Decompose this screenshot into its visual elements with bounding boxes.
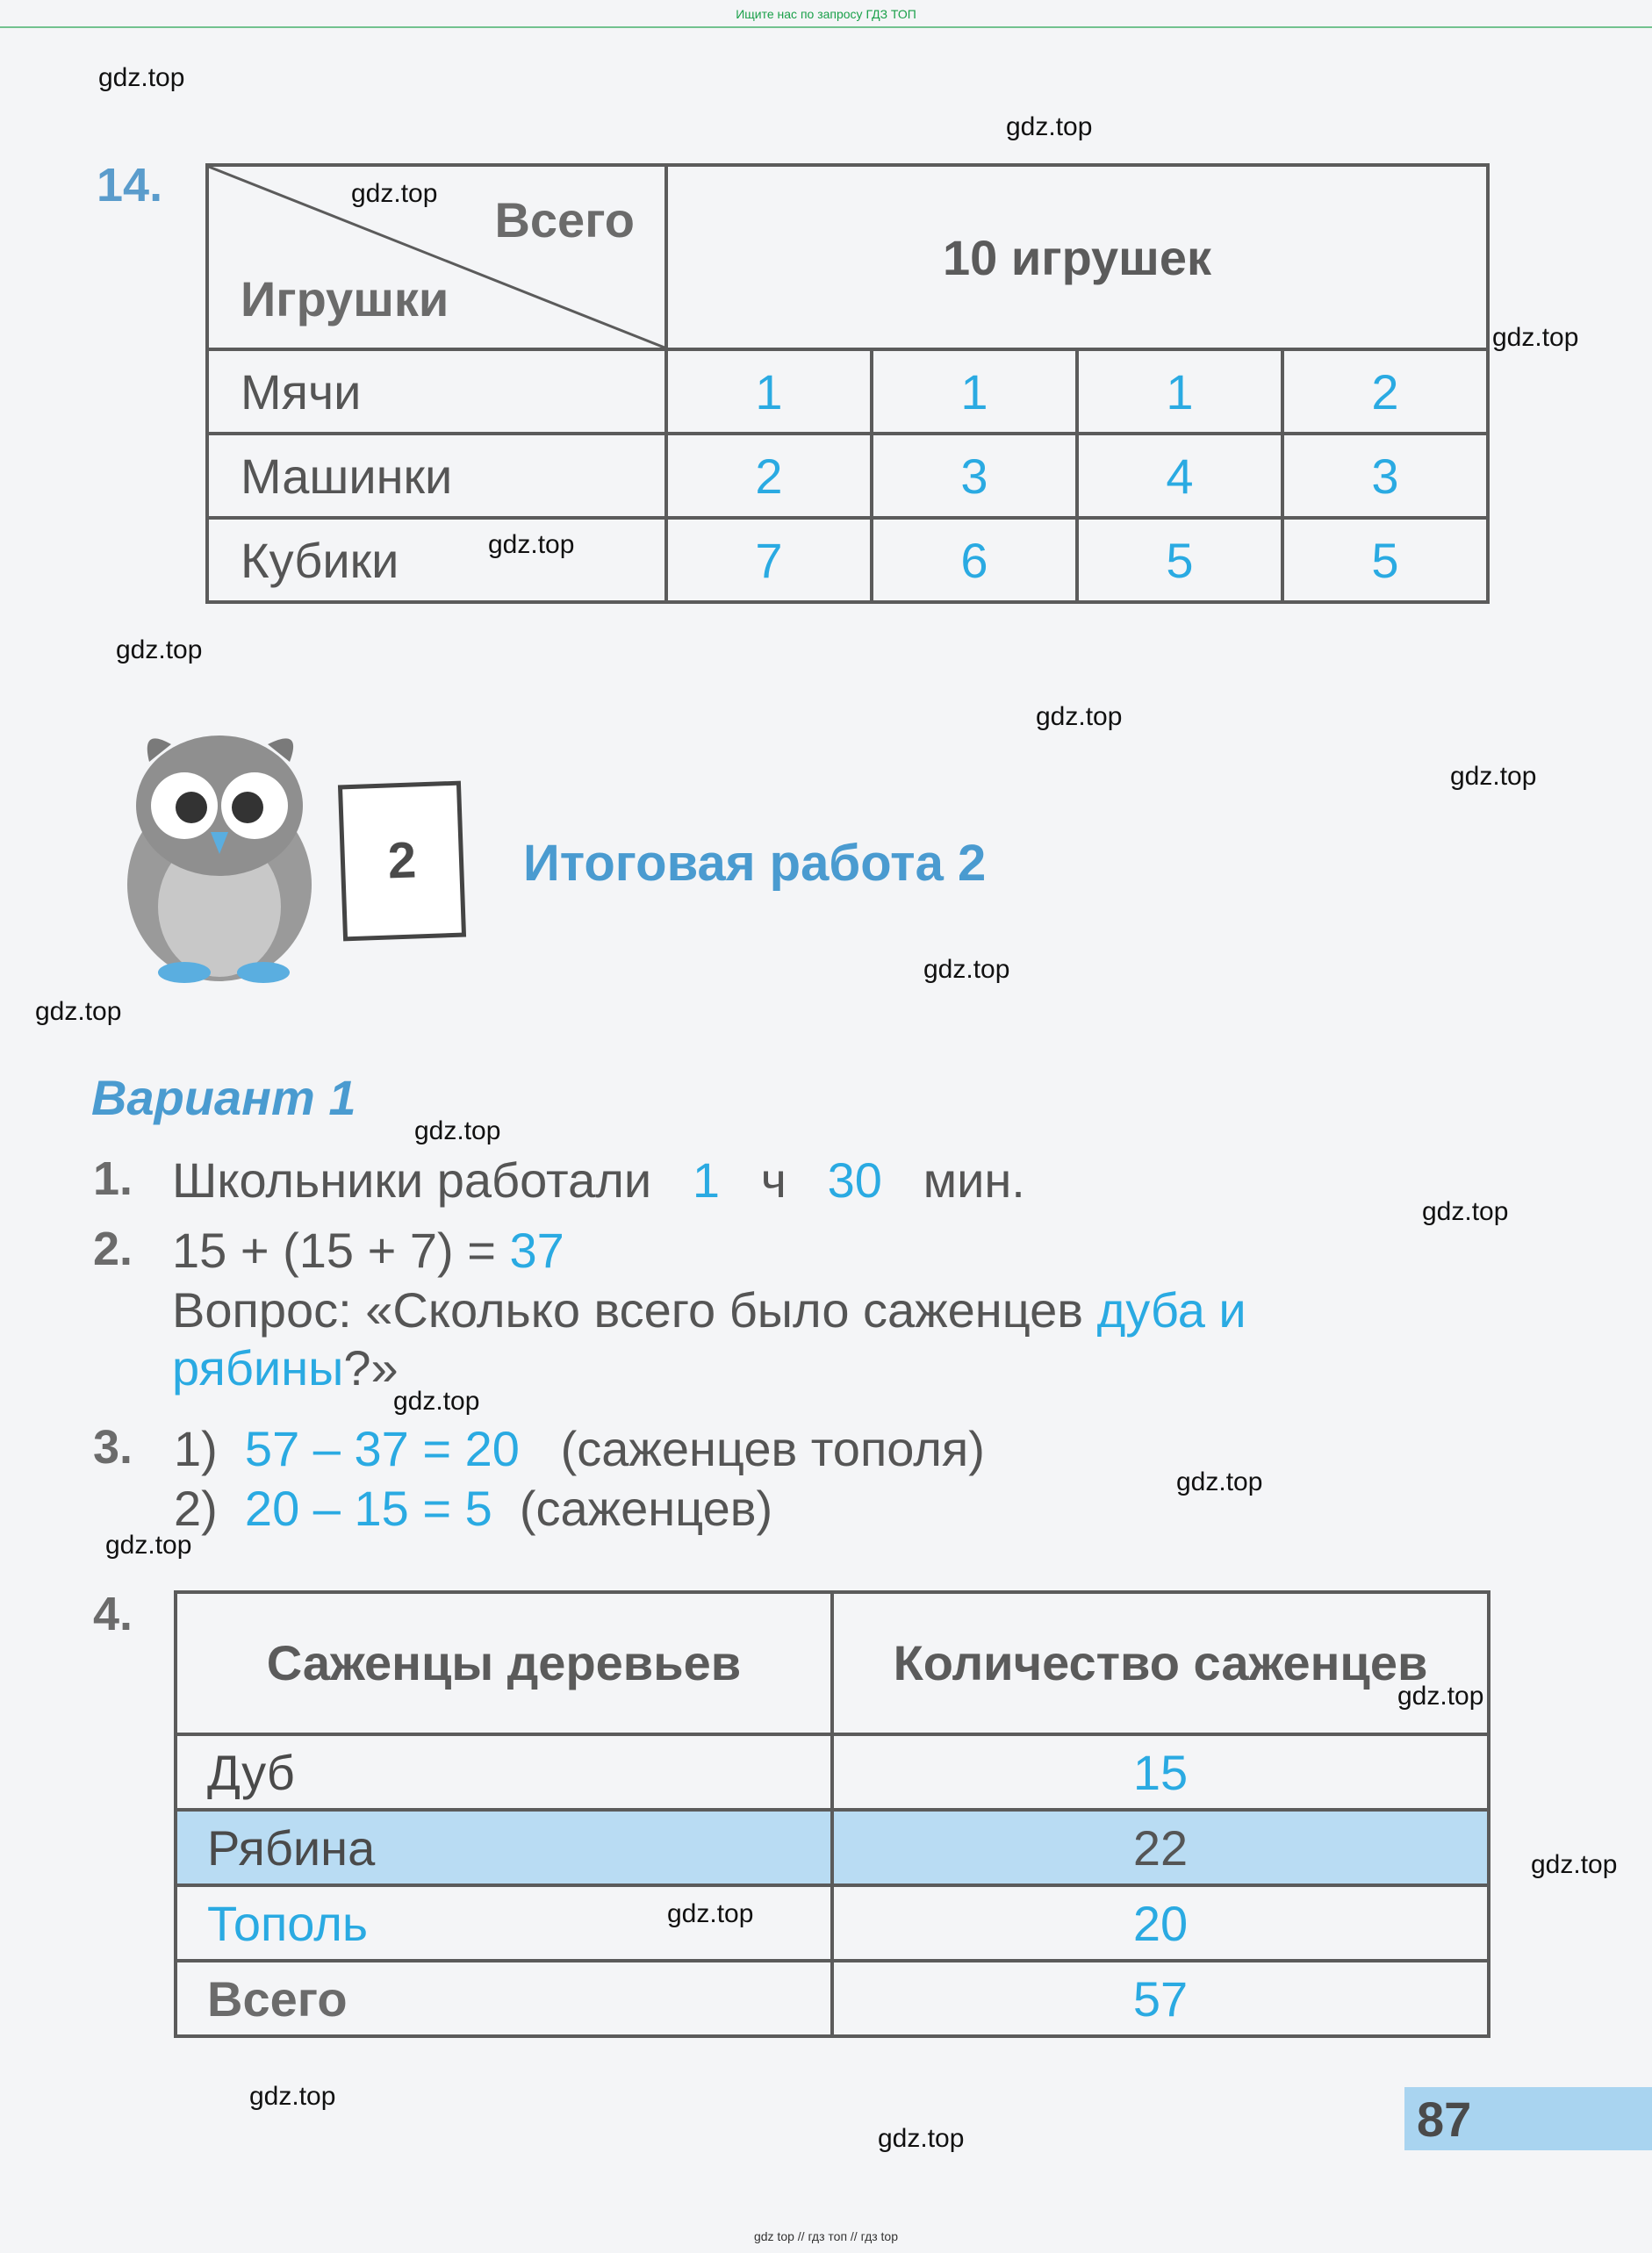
task-3-step2-index: 2) [174, 1481, 218, 1536]
work-badge: 2 [338, 781, 466, 942]
task-1-answer [172, 1152, 1025, 1209]
watermark: gdz.top [35, 997, 122, 1026]
task-3-step2-expr: 20 – 15 = 5 [244, 1481, 492, 1536]
watermark: gdz.top [923, 955, 1010, 984]
watermark: gdz.top [351, 179, 438, 208]
task-1-number: 1. [93, 1152, 133, 1205]
header-total-label: Всего [494, 192, 635, 248]
tree-name: Дуб [176, 1734, 832, 1810]
watermark: gdz.top [878, 2124, 965, 2153]
task-14-number: 14. [97, 159, 163, 212]
cell-value: 2 [1282, 349, 1488, 434]
cell-value: 7 [666, 518, 872, 602]
header-note: Ищите нас по запросу ГДЗ ТОП [736, 7, 916, 21]
task-2-expression [172, 1222, 564, 1279]
task-3-step1 [174, 1420, 985, 1477]
task-3-step2 [174, 1480, 772, 1537]
task-4-number: 4. [93, 1588, 133, 1640]
task-2-question-line1 [172, 1281, 1246, 1338]
tree-count: 15 [832, 1734, 1489, 1810]
watermark: gdz.top [1176, 1467, 1263, 1496]
watermark: gdz.top [488, 530, 575, 559]
task-1-hours-unit: ч [760, 1152, 786, 1208]
tree-count: 57 [832, 1961, 1489, 2036]
task-1-minutes: 30 [827, 1152, 882, 1208]
seedlings-table [174, 1590, 1490, 2038]
cell-value: 3 [872, 434, 1077, 518]
tree-count: 20 [832, 1885, 1489, 1961]
cell-value: 1 [1077, 349, 1282, 434]
table-row [207, 434, 1488, 518]
tree-name: Всего [176, 1961, 832, 2036]
task-3-step1-expr: 57 – 37 = 20 [244, 1421, 520, 1476]
cell-value: 5 [1077, 518, 1282, 602]
footer-note: gdz top // гдз топ // гдз top [753, 2229, 899, 2243]
table-row [207, 518, 1488, 602]
task-2-result: 37 [509, 1223, 564, 1278]
tree-name: Рябина [176, 1810, 832, 1885]
toys-table-diagonal-header [207, 165, 666, 349]
watermark: gdz.top [393, 1387, 480, 1416]
watermark: gdz.top [1422, 1197, 1509, 1226]
page-number: 87 [1417, 2092, 1472, 2147]
watermark: gdz.top [116, 635, 203, 664]
table-row [176, 1885, 1489, 1961]
toys-table [205, 163, 1490, 604]
task-2-question-suffix: ?» [343, 1340, 399, 1396]
variant-title: Вариант 1 [91, 1070, 356, 1125]
row-label: Кубики [207, 518, 666, 602]
cell-value: 1 [872, 349, 1077, 434]
tree-name: Тополь [176, 1885, 832, 1961]
tree-count: 22 [832, 1810, 1489, 1885]
task-3-step1-index: 1) [174, 1421, 218, 1476]
task-3-step2-note: (саженцев) [519, 1481, 773, 1536]
section-title: Итоговая работа 2 [523, 835, 987, 892]
watermark: gdz.top [667, 1899, 754, 1928]
task-2-question-blue2: рябины [172, 1340, 344, 1396]
table-row [176, 1961, 1489, 2036]
cell-value: 1 [666, 349, 872, 434]
cell-value: 2 [666, 434, 872, 518]
cell-value: 5 [1282, 518, 1488, 602]
watermark: gdz.top [1450, 762, 1537, 791]
watermark: gdz.top [414, 1116, 501, 1145]
task-2-number: 2. [93, 1223, 133, 1275]
watermark: gdz.top [1531, 1850, 1618, 1879]
row-label: Машинки [207, 434, 666, 518]
toys-total: 10 игрушек [666, 165, 1488, 349]
task-2-question-prefix: Вопрос: «Сколько всего было саженцев [172, 1282, 1084, 1338]
task-1-text: Школьники работали [172, 1152, 652, 1208]
cell-value: 4 [1077, 434, 1282, 518]
watermark: gdz.top [1492, 323, 1579, 352]
table-row [207, 349, 1488, 434]
table-row [176, 1734, 1489, 1810]
cell-value: 6 [872, 518, 1077, 602]
count-col-header: Количество саженцев [832, 1592, 1489, 1734]
table-row [176, 1810, 1489, 1885]
task-2-question-line2 [172, 1339, 399, 1396]
header-divider [0, 26, 1652, 28]
watermark: gdz.top [98, 63, 185, 92]
watermark: gdz.top [1397, 1682, 1484, 1711]
task-2-expr: 15 + (15 + 7) = [172, 1223, 496, 1278]
watermark: gdz.top [249, 2082, 336, 2111]
task-2-question-blue1: дуба и [1096, 1282, 1246, 1338]
owl-icon [88, 709, 351, 990]
cell-value: 3 [1282, 434, 1488, 518]
task-1-hours: 1 [692, 1152, 721, 1208]
task-1-minutes-unit: мин. [923, 1152, 1025, 1208]
watermark: gdz.top [1006, 112, 1093, 141]
row-label: Мячи [207, 349, 666, 434]
header-toys-label: Игрушки [241, 271, 449, 326]
watermark: gdz.top [105, 1531, 192, 1560]
task-3-number: 3. [93, 1421, 133, 1474]
seedlings-col-header: Саженцы деревьев [176, 1592, 832, 1734]
watermark: gdz.top [1036, 702, 1123, 731]
task-3-step1-note: (саженцев тополя) [560, 1421, 985, 1476]
